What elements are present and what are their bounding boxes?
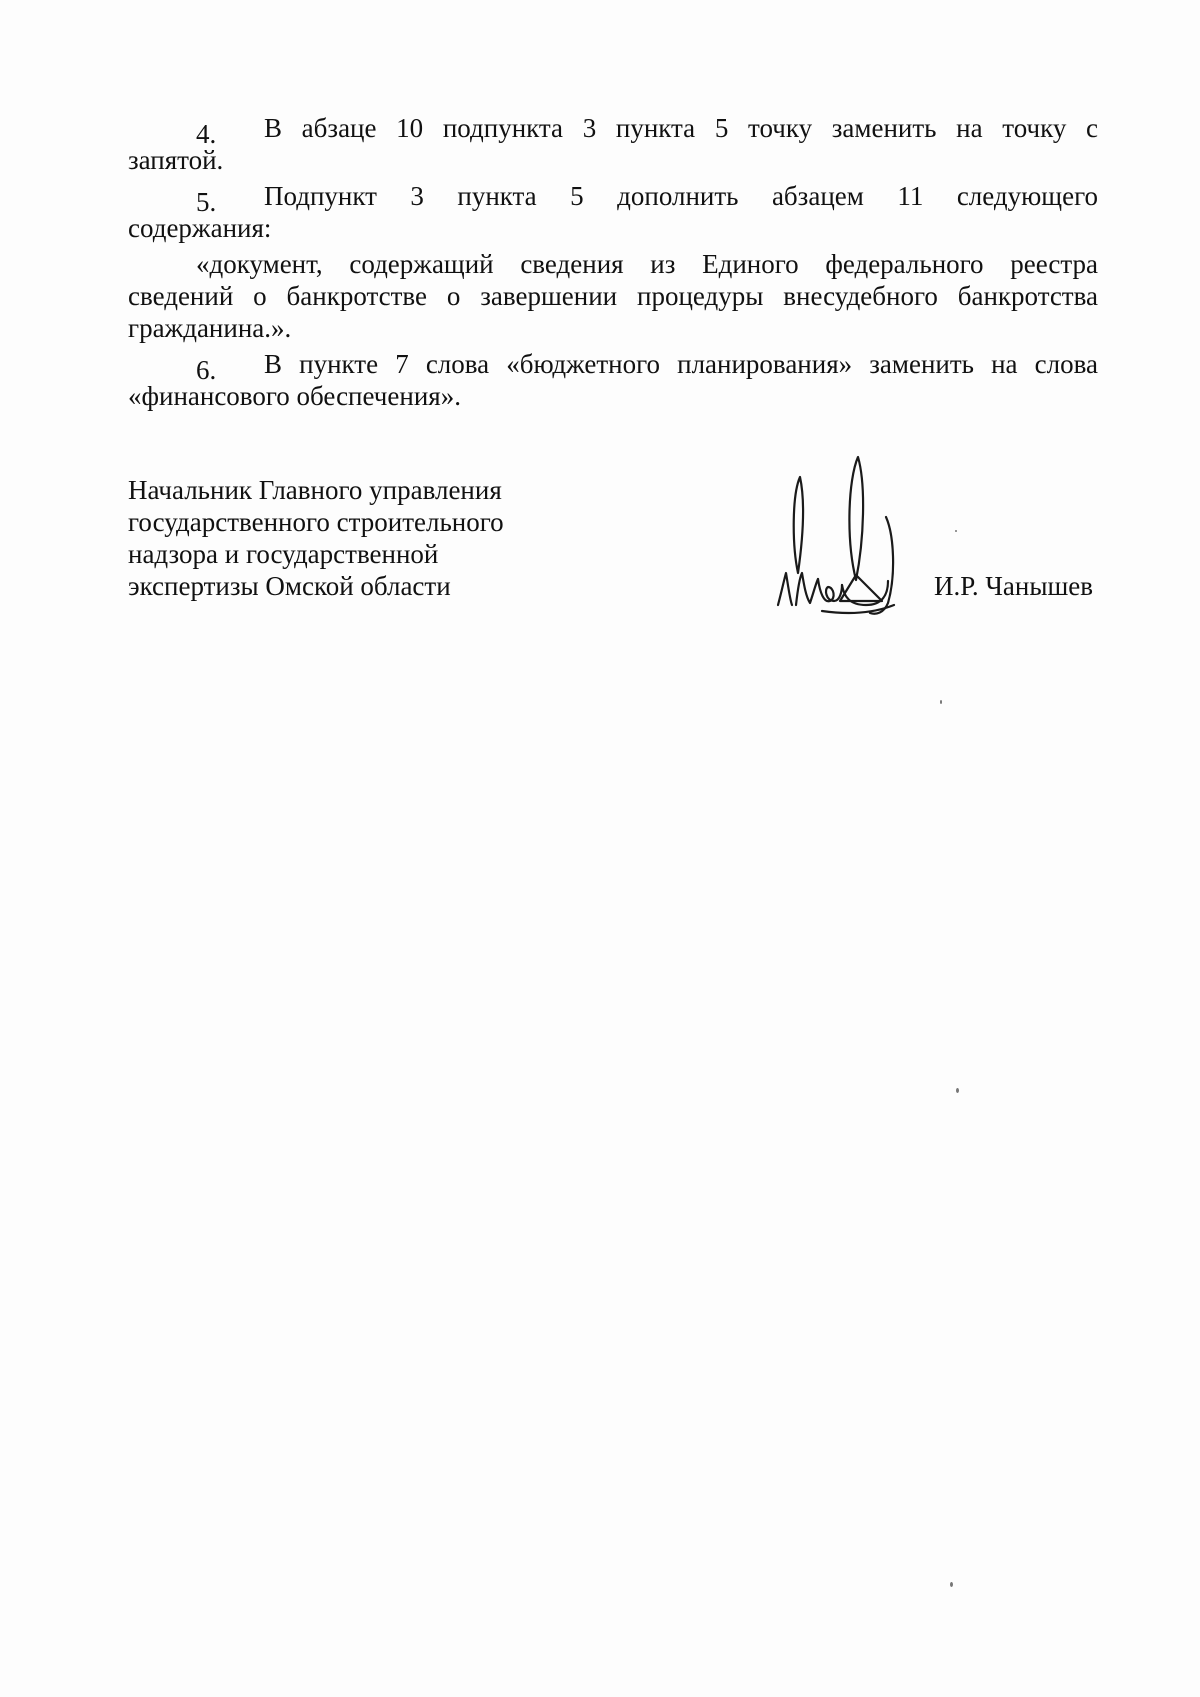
scan-speck <box>956 1088 959 1093</box>
document-body <box>128 112 1098 416</box>
item-continuation: запятой. <box>128 145 224 175</box>
handwritten-signature <box>770 455 920 625</box>
item-continuation: «финансового обеспечения». <box>128 381 461 411</box>
scan-speck <box>955 530 957 532</box>
quote-line: «документ, содержащий сведения из Единого федерального реестра <box>196 249 1098 279</box>
item-number: 6. <box>196 355 217 385</box>
scan-speck <box>940 700 942 704</box>
position-line: государственного строительного <box>128 507 504 537</box>
item-text: В абзаце 10 подпункта 3 пункта 5 точку заменить на точку с <box>264 113 1098 143</box>
list-item-6 <box>128 348 1098 385</box>
signatory-name: И.Р. Чанышев <box>934 571 1094 601</box>
list-item-5 <box>128 180 1098 217</box>
quote-line: сведений о банкротстве о завершении процедуры внесудебного банкротства <box>128 281 1098 311</box>
position-line: экспертизы Омской области <box>128 571 451 601</box>
item-text: В пункте 7 слова «бюджетного планирования» заменить на слова <box>264 349 1098 379</box>
scan-speck <box>950 1582 953 1587</box>
position-line: Начальник Главного управления <box>128 475 502 505</box>
quote-line: гражданина.». <box>128 313 292 343</box>
list-item-4 <box>128 112 1098 149</box>
item-number: 4. <box>196 119 217 149</box>
position-line: надзора и государственной <box>128 539 439 569</box>
item-number: 5. <box>196 187 217 217</box>
signatory-position <box>128 474 588 602</box>
item-continuation: содержания: <box>128 213 272 243</box>
item-text: Подпункт 3 пункта 5 дополнить абзацем 11 следующего <box>264 181 1098 211</box>
